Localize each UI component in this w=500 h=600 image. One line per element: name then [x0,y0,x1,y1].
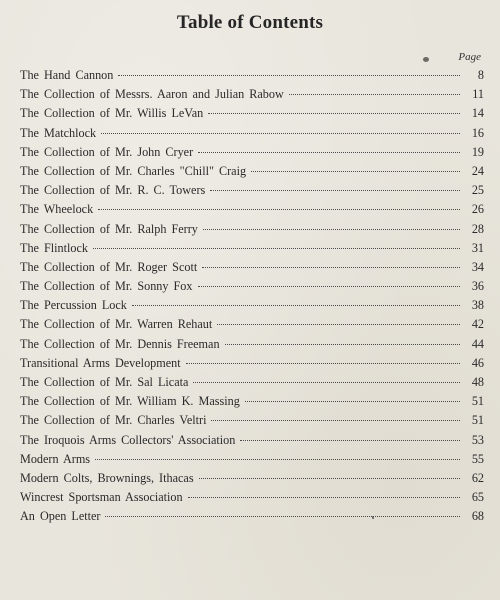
entry-title: The Collection of Mr. R. C. Towers [20,183,206,198]
dot-leader [186,362,460,364]
contents-entry [20,392,484,411]
entry-page-number: 16 [471,125,484,140]
entry-title: The Iroquois Arms Collectors' Association [20,432,236,447]
entry-title: The Collection of Mr. Warren Rehaut [20,317,213,332]
dot-leader [98,208,460,210]
contents-entry [20,354,484,373]
entry-title: Modern Arms [20,451,91,466]
entry-title: Modern Colts, Brownings, Ithacas [20,470,194,485]
entry-page-number: 46 [471,355,484,370]
entry-page-number: 28 [471,221,484,236]
contents-entry [20,469,484,488]
entry-page-number: 51 [471,413,484,428]
entry-title: The Collection of Mr. Roger Scott [20,259,198,274]
dot-leader [118,74,460,76]
dot-leader [193,381,460,383]
entry-title: The Collection of Mr. Dennis Freeman [20,336,220,351]
contents-entry [20,258,484,277]
entry-page-number: 31 [471,240,484,255]
entry-title: The Collection of Mr. Sonny Fox [20,279,193,294]
dot-leader [225,343,460,345]
dot-leader [198,151,460,153]
dot-leader [93,247,460,249]
entry-title: The Collection of Mr. Willis LeVan [20,106,204,121]
contents-entry [20,181,484,200]
dot-leader [202,266,460,268]
contents-entry [20,66,484,85]
contents-entry [20,507,484,526]
entry-page-number: 8 [477,68,484,82]
dot-leader [188,496,460,498]
contents-entry [20,296,484,315]
dot-leader [211,419,460,421]
dot-leader [199,477,460,479]
dot-leader [251,170,460,172]
dot-leader [208,112,460,114]
entry-page-number: 44 [471,336,484,351]
contents-entry [20,431,484,450]
page-column-label: Page [458,51,481,63]
entry-page-number: 11 [472,87,484,102]
dot-leader [210,189,460,191]
contents-entry [20,450,484,469]
contents-entry [20,315,484,334]
dot-leader [240,439,460,441]
dot-leader [105,515,460,517]
entry-page-number: 65 [471,490,484,505]
entry-page-number: 55 [471,451,484,466]
dot-leader [245,400,460,402]
ink-speck [423,57,429,62]
entry-page-number: 19 [471,144,484,159]
entry-page-number: 53 [471,432,484,447]
dot-leader [101,132,460,134]
entry-page-number: 34 [471,259,484,274]
entry-title: An Open Letter [20,509,101,524]
contents-entry [20,162,484,181]
entry-title: The Percussion Lock [20,298,127,313]
entry-title: The Collection of Mr. William K. Massing [20,394,240,409]
entry-title: The Collection of Mr. Sal Licata [20,375,189,389]
entry-page-number: 14 [471,106,484,121]
contents-entry [20,143,484,162]
dot-leader [203,228,460,230]
entry-title: The Hand Cannon [20,68,114,82]
entry-page-number: 62 [471,470,484,485]
entry-title: Transitional Arms Development [20,355,181,370]
contents-entry [20,104,484,123]
contents-entry [20,488,484,507]
entry-page-number: 25 [471,183,484,198]
contents-entry [20,220,484,239]
dot-leader [217,323,460,325]
entry-title: The Wheelock [20,202,94,217]
contents-entry [20,373,484,392]
entry-page-number: 42 [471,317,484,332]
entry-page-number: 36 [471,279,484,294]
contents-entry [20,85,484,104]
entry-title: The Flintlock [20,240,89,255]
contents-entry [20,335,484,354]
entry-title: The Matchlock [20,125,97,140]
contents-entry [20,200,484,219]
entry-title: The Collection of Messrs. Aaron and Julian Rabow [20,87,284,102]
entry-title: Wincrest Sportsman Association [20,490,183,505]
contents-entry [20,411,484,430]
dot-leader [289,93,460,95]
entry-title: The Collection of Mr. Charles Veltri [20,413,207,428]
entry-page-number: 48 [471,375,484,389]
entry-title: The Collection of Mr. John Cryer [20,144,194,159]
entry-page-number: 26 [471,202,484,217]
entry-title: The Collection of Mr. Charles "Chill" Craig [20,163,247,178]
dot-leader [95,458,460,460]
entry-page-number: 68 [471,509,484,524]
contents-entry [20,124,484,143]
entry-page-number: 24 [471,163,484,178]
contents-entry [20,277,484,296]
entry-page-number: 51 [471,394,484,409]
dot-leader [198,285,461,287]
contents-entry [20,239,484,258]
dot-leader [132,304,460,306]
contents-list [20,66,484,527]
page-title: Table of Contents [176,12,324,33]
entry-title: The Collection of Mr. Ralph Ferry [20,221,198,236]
entry-page-number: 38 [471,298,484,313]
